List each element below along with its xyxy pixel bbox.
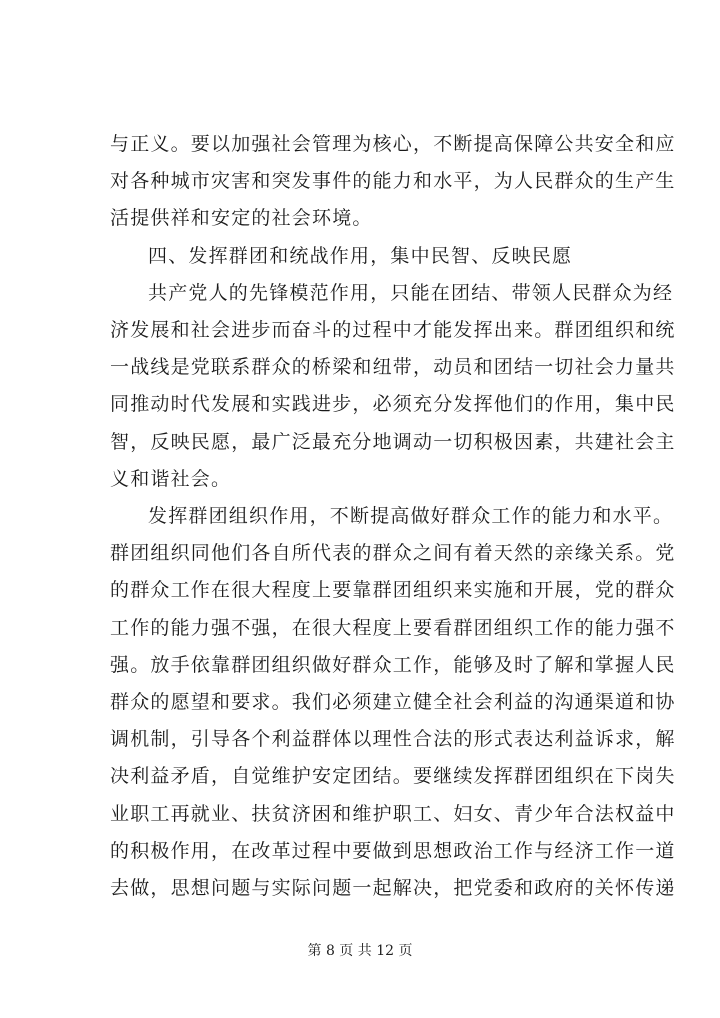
text-line: 活提供祥和安定的社会环境。 (110, 207, 373, 229)
text-line: 对各种城市灾害和突发事件的能力和水平，为人民群众的生产生 (110, 170, 676, 192)
section-heading: 四、发挥群团和统战作用，集中民智、反映民愿 (148, 245, 573, 267)
text-line: 去做，思想问题与实际问题一起解决，把党委和政府的关怀传递 (110, 877, 676, 899)
text-line: 智，反映民愿，最广泛最充分地调动一切积极因素，共建社会主 (110, 431, 676, 453)
text-line: 调机制，引导各个利益群体以理性合法的形式表达利益诉求，解 (110, 728, 676, 750)
text-line: 群众的愿望和要求。我们必须建立健全社会利益的沟通渠道和协 (110, 691, 676, 713)
text-line: 的群众工作在很大程度上要靠群团组织来实施和开展，党的群众 (110, 579, 676, 601)
text-line: 同推动时代发展和实践进步，必须充分发挥他们的作用，集中民 (110, 393, 676, 415)
text-line: 决利益矛盾，自觉维护安定团结。要继续发挥群团组织在下岗失 (110, 765, 676, 787)
text-line: 济发展和社会进步而奋斗的过程中才能发挥出来。群团组织和统 (110, 319, 676, 341)
text-line: 一战线是党联系群众的桥梁和纽带，动员和团结一切社会力量共 (110, 356, 676, 378)
text-line: 业职工再就业、扶贫济困和维护职工、妇女、青少年合法权益中 (110, 803, 676, 825)
text-line: 发挥群团组织作用，不断提高做好群众工作的能力和水平。 (148, 505, 674, 527)
text-line: 的积极作用，在改革过程中要做到思想政治工作与经济工作一道 (110, 840, 676, 862)
text-line: 义和谐社会。 (110, 468, 232, 490)
text-line: 共产党人的先锋模范作用，只能在团结、带领人民群众为经 (148, 282, 674, 304)
text-line: 工作的能力强不强，在很大程度上要看群团组织工作的能力强不 (110, 617, 676, 639)
text-line: 强。放手依靠群团组织做好群众工作，能够及时了解和掌握人民 (110, 654, 676, 676)
page-number-footer: 第 8 页 共 12 页 (307, 943, 413, 959)
text-line: 群团组织同他们各自所代表的群众之间有着天然的亲缘关系。党 (110, 542, 676, 564)
text-line: 与正义。要以加强社会管理为核心，不断提高保障公共安全和应 (110, 133, 676, 155)
